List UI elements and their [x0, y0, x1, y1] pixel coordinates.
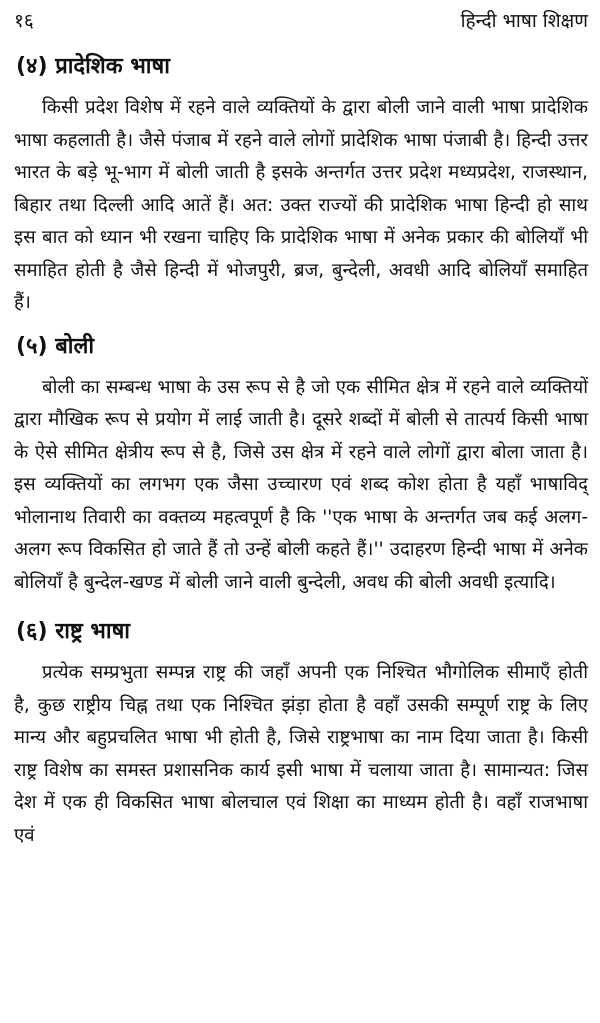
book-title: हिन्दी भाषा शिक्षण [460, 10, 588, 32]
section-regional-language [14, 52, 588, 320]
section-paragraph: बोली का सम्बन्ध भाषा के उस रूप से है जो एक सीमित क्षेत्र में रहने वाले व्यक्तियों द्वारा मौखिक रूप से प्रयोग में लाई जाती है। दूसरे शब्दों में बोली से तात्पर्य किसी भाषा के ऐसे सीमित क्षेत्रीय रूप से है, जिसे उस क्षेत्र में रहने वाले लोगों द्वारा बोला जाता है। इस व्यक्तियों का लगभग एक जैसा उच्चारण एवं शब्द कोश होता है यहाँ भाषाविद् भोलानाथ तिवारी का वक्तव्य महत्वपूर्ण है कि ''एक भाषा के अन्तर्गत जब कई अलग-अलग रूप विकसित हो जाते हैं तो उन्हें बोली कहते हैं।'' उदाहरण हिन्दी भाषा में अनेक बोलियाँ है बुन्देल-खण्ड में बोली जाने वाली बुन्देली, अवध की बोली अवधी इत्यादि। [14, 376, 588, 593]
section-paragraph: किसी प्रदेश विशेष में रहने वाले व्यक्तियों के द्वारा बोली जाने वाली भाषा प्रादेशिक भाषा कहलाती है। जैसे पंजाब में रहने वाले लोगों प्रादेशिक भाषा पंजाबी है। हिन्दी उत्तर भारत के बड़े भू-भाग में बोली जाती है इसके अन्तर्गत उत्तर प्रदेश मध्यप्रदेश, राजस्थान, बिहार तथा दिल्ली आदि आतें हैं। अत: उक्त राज्यों की प्रादेशिक भाषा हिन्दी हो साथ इस बात को ध्यान भी रखना चाहिए कि प्रादेशिक भाषा में अनेक प्रकार की बोलियाँ भी समाहित होती है जैसे हिन्दी में भोजपुरी, ब्रज, बुन्देली, अवधी आदि बोलियाँ समाहित हैं। [14, 97, 588, 313]
section-heading: (४) प्रादेशिक भाषा [16, 54, 170, 79]
section-paragraph: प्रत्येक सम्प्रभुता सम्पन्न राष्ट्र की जहाँ अपनी एक निश्चित भौगोलिक सीमाएँ होती है, कुछ राष्ट्रीय चिह्न तथा एक निश्चित झंड़ा होता है वहाँ उसकी सम्पूर्ण राष्ट्र के लिए मान्य और बहुप्रचलित भाषा भी होती है, जिसे राष्ट्रभाषा का नाम दिया जाता है। किसी राष्ट्र विशेष का समस्त प्रशासनिक कार्य इसी भाषा में चलाया जाता है। सामान्यत: जिस देश में एक ही विकसित भाषा बोलचाल एवं शिक्षा का माध्यम होती है। वहाँ राजभाषा एवं [14, 662, 588, 846]
page-number: १६ [14, 10, 34, 32]
section-heading: (६) राष्ट्र भाषा [16, 619, 130, 644]
running-head [14, 8, 588, 42]
section-national-language [14, 617, 588, 852]
section-heading: (५) बोली [16, 333, 95, 359]
section-dialect [14, 332, 588, 600]
